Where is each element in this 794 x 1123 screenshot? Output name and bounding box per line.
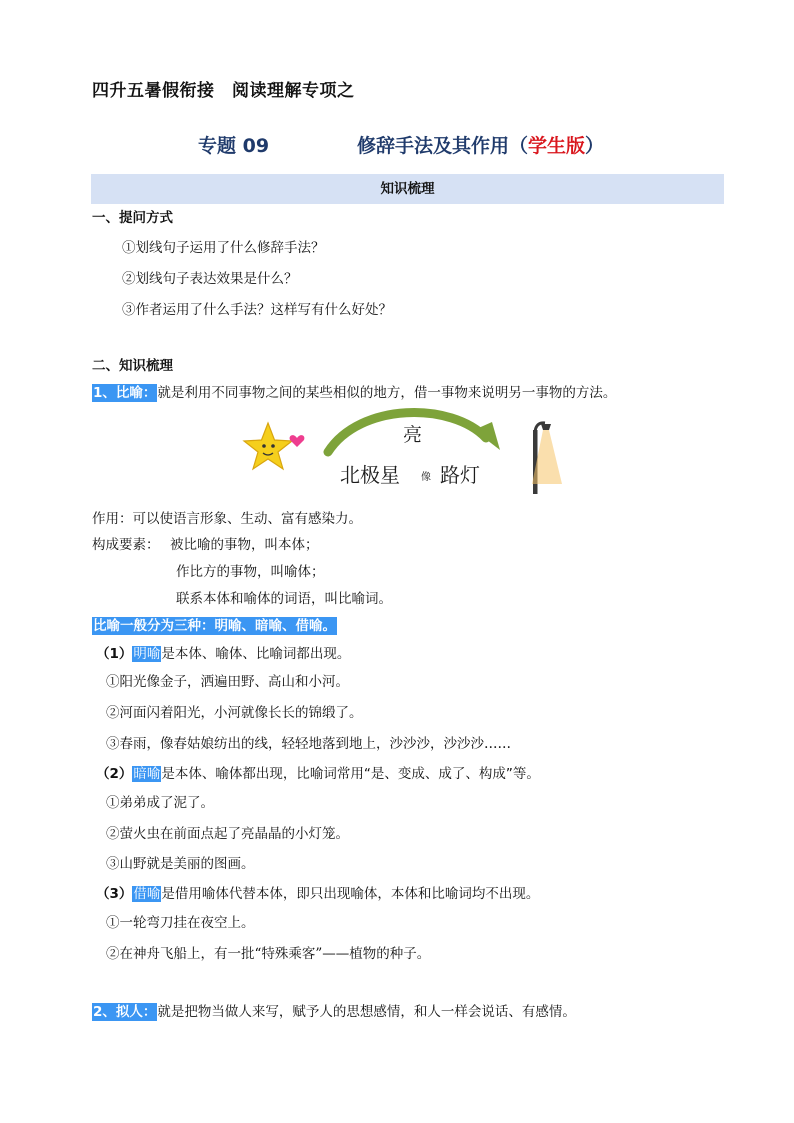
metaphor-effect: 作用：可以使语言形象、生动、富有感染力。	[92, 511, 362, 527]
element-item: 被比喻的事物，叫本体；	[170, 537, 319, 553]
example-item: ②河面闪着阳光，小河就像长长的锦缎了。	[106, 705, 363, 721]
personification-definition: 就是把物当做人来写，赋予人的思想感情，和人一样会说话、有感情。	[157, 1004, 576, 1020]
page-header: 四升五暑假衔接 阅读理解专项之	[92, 81, 355, 101]
figure-connector: 像	[421, 472, 431, 483]
elements-label: 构成要素：	[92, 537, 160, 553]
page-title	[0, 131, 794, 159]
type-prefix: （3）	[96, 886, 133, 902]
type-simile-line	[96, 642, 350, 662]
example-item: ①弟弟成了泥了。	[106, 795, 214, 811]
star-icon	[244, 423, 292, 469]
type-metaphor-line	[96, 762, 540, 782]
type-name: 借喻	[133, 886, 161, 902]
question-item: ①划线句子运用了什么修辞手法？	[122, 240, 325, 256]
type-desc: 是本体、喻体都出现，比喻词常用“是、变成、成了、构成”等。	[161, 766, 540, 782]
example-item: ②在神舟飞船上，有一批“特殊乘客”——植物的种子。	[106, 946, 431, 962]
topic-name-end: ）	[585, 135, 605, 157]
personification-tag: 2、拟人：	[93, 1004, 157, 1020]
topic-name	[357, 131, 604, 158]
type-name: 暗喻	[133, 766, 161, 782]
question-item: ②划线句子表达效果是什么？	[122, 271, 298, 287]
question-item: ③作者运用了什么手法？这样写有什么好处？	[122, 302, 392, 318]
metaphor-illustration	[240, 400, 570, 500]
part1-heading: 一、提问方式	[92, 210, 173, 226]
example-item: ③春雨，像春姑娘纺出的线，轻轻地落到地上，沙沙沙，沙沙沙……	[106, 736, 511, 752]
element-item: 联系本体和喻体的词语，叫比喻词。	[176, 591, 392, 607]
example-item: ③山野就是美丽的图画。	[106, 856, 255, 872]
figure-top-word: 亮	[403, 424, 423, 446]
part2-heading: 二、知识梳理	[92, 358, 173, 374]
example-item: ②萤火虫在前面点起了亮晶晶的小灯笼。	[106, 826, 349, 842]
figure-right-word: 路灯	[440, 463, 480, 487]
topic-name-main: 修辞手法及其作用（	[357, 135, 529, 157]
example-item: ①一轮弯刀挂在夜空上。	[106, 915, 255, 931]
type-prefix: （1）	[96, 646, 133, 662]
type-prefix: （2）	[96, 766, 133, 782]
street-lamp-icon	[532, 423, 562, 494]
section-bar: 知识梳理	[91, 174, 724, 204]
example-item: ①阳光像金子，洒遍田野、高山和小河。	[106, 674, 349, 690]
topic-number: 专题 09	[198, 135, 270, 157]
metaphor-definition-line	[92, 381, 616, 401]
heart-icon	[290, 435, 305, 447]
figure-left-word: 北极星	[340, 463, 400, 487]
element-item: 作比方的事物，叫喻体；	[176, 564, 325, 580]
metaphor-definition: 就是利用不同事物之间的某些相似的地方，借一事物来说明另一事物的方法。	[157, 385, 617, 401]
type-synecdoche-line	[96, 882, 539, 902]
type-desc: 是本体、喻体、比喻词都出现。	[161, 646, 351, 662]
student-edition-label: 学生版	[528, 135, 586, 157]
metaphor-types-title: 比喻一般分为三种：明喻、暗喻、借喻。	[93, 618, 336, 634]
type-desc: 是借用喻体代替本体，即只出现喻体，本体和比喻词均不出现。	[161, 886, 540, 902]
metaphor-tag: 1、比喻：	[93, 385, 157, 401]
personification-line	[92, 1000, 576, 1020]
metaphor-illustration-svg	[240, 400, 570, 500]
type-name: 明喻	[133, 646, 161, 662]
